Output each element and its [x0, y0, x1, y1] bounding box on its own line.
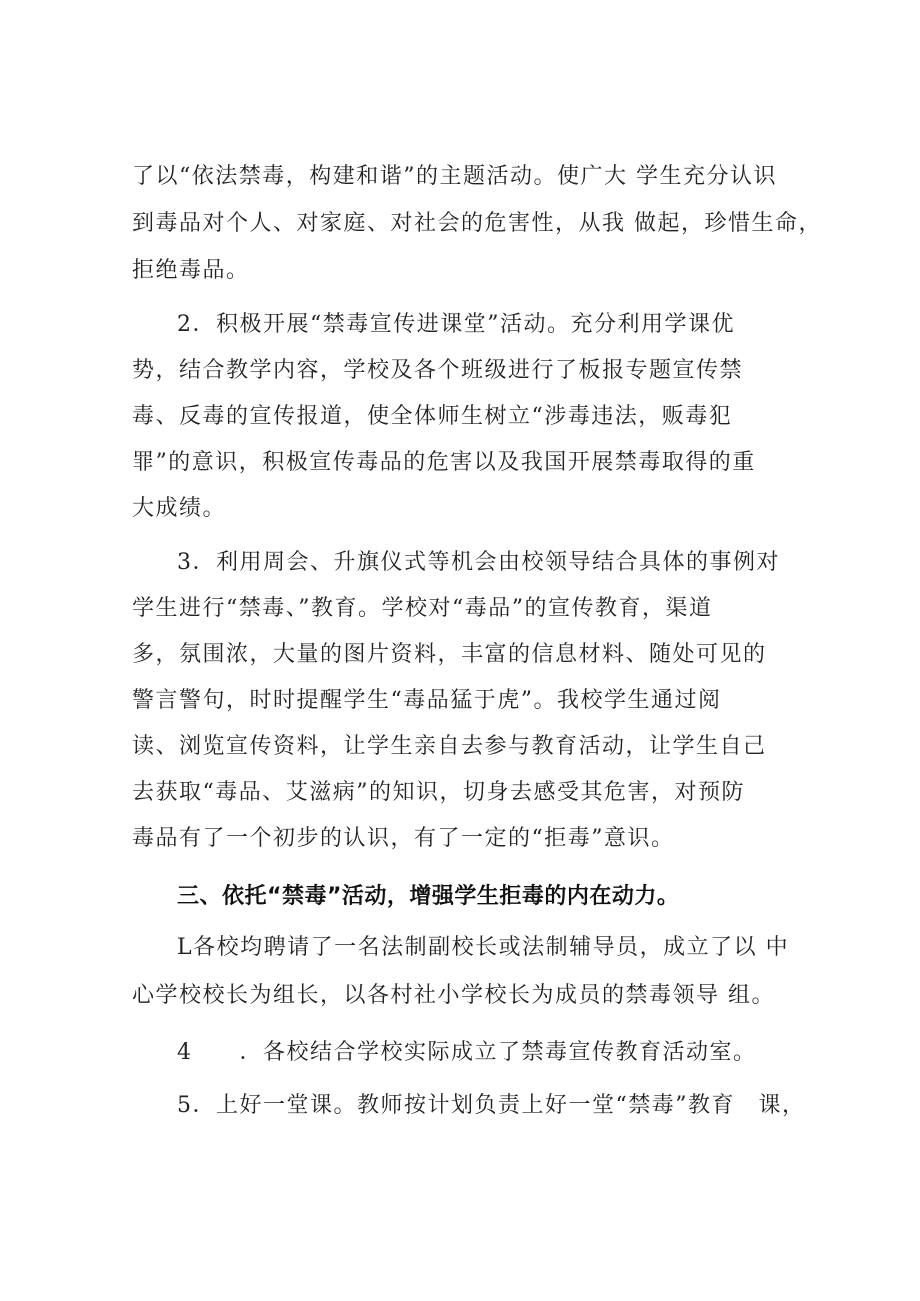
paragraph-line: 心学校校长为组长，以各村社小学校长为成员的禁毒领导 组。	[132, 983, 775, 1008]
paragraph-line: 2．积极开展“禁毒宣传进课堂”活动。充分利用学课优	[177, 312, 735, 337]
paragraph-line: 毒、反毒的宣传报道，使全体师生树立“涉毒违法，贩毒犯	[132, 404, 733, 429]
paragraph-line: 多，氛围浓，大量的图片资料，丰富的信息材料、随处可见的	[132, 642, 767, 667]
paragraph-line: 警言警句，时时提醒学生“毒品猛于虎”。我校学生通过阅	[132, 688, 722, 713]
paragraph-line: 拒绝毒品。	[132, 258, 250, 283]
paragraph-line: 了以“依法禁毒，构建和谐”的主题活动。使广大 学生充分认识	[132, 164, 777, 189]
paragraph-line: 3．利用周会、升旗仪式等机会由校领导结合具体的事例对	[177, 550, 780, 575]
section-heading: 三、依托“禁毒”活动，增强学生拒毒的内在动力。	[177, 884, 680, 909]
paragraph-line: 罪”的意识，积极宣传毒品的危害以及我国开展禁毒取得的重	[132, 450, 756, 475]
paragraph-line: L各校均聘请了一名法制副校长或法制辅导员，成立了以 中	[177, 935, 790, 960]
paragraph-line: 读、浏览宣传资料，让学生亲自去参与教育活动，让学生自己	[132, 734, 767, 759]
paragraph-line: 去获取“毒品、艾滋病”的知识，切身去感受其危害，对预防	[132, 780, 745, 805]
paragraph-line: 5．上好一堂课。教师按计划负责上好一堂“禁毒”教育 课，	[177, 1093, 806, 1118]
paragraph-line: 4 ．各校结合学校实际成立了禁毒宣传教育活动室。	[177, 1040, 757, 1065]
paragraph-line: 势，结合教学内容，学校及各个班级进行了板报专题宣传禁	[132, 358, 744, 383]
paragraph-line: 学生进行“禁毒、”教育。学校对“毒品”的宣传教育，渠道	[132, 596, 713, 621]
paragraph-line: 到毒品对个人、对家庭、对社会的危害性，从我 做起，珍惜生命，	[132, 211, 822, 236]
paragraph-line: 大成绩。	[132, 496, 227, 521]
paragraph-line: 毒品有了一个初步的认识，有了一定的“拒毒”意识。	[132, 826, 675, 851]
